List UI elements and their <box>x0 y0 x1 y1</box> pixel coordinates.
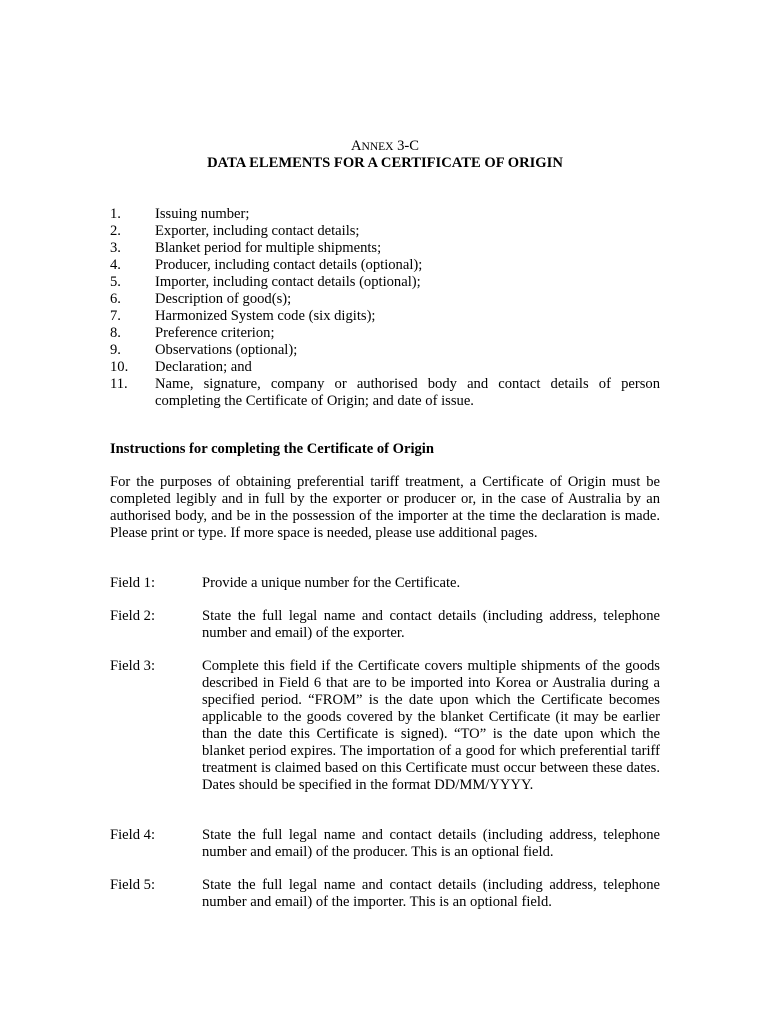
field-label: Field 2: <box>110 608 155 624</box>
list-item-number: 11. <box>110 376 128 392</box>
field-instruction <box>110 608 660 642</box>
list-item <box>110 240 660 257</box>
list-item-text: Observations (optional); <box>155 342 298 358</box>
page-title: DATA ELEMENTS FOR A CERTIFICATE OF ORIGIN <box>207 155 563 171</box>
list-item-number: 7. <box>110 308 121 324</box>
list-item-number: 9. <box>110 342 121 358</box>
field-text: State the full legal name and contact details (including address, telephone number and email) of the producer. This is an optional field. <box>202 827 660 860</box>
list-item-number: 1. <box>110 206 121 222</box>
list-item <box>110 206 660 223</box>
annex-number: 3-C <box>397 138 420 154</box>
list-item <box>110 359 660 376</box>
list-item-text: Harmonized System code (six digits); <box>155 308 376 324</box>
list-item-number: 5. <box>110 274 121 290</box>
annex-prefix-big: A <box>350 138 362 154</box>
list-item-text: Producer, including contact details (optional); <box>155 257 423 273</box>
field-text: Complete this field if the Certificate covers multiple shipments of the goods described in Field 6 that are to be imported into Korea or Australia during a specified period. “FROM” is the date upon which the Certificate becomes applicable to the goods covered by the blanket Certificate (it may be earlier than the date this Certificate is signed). “TO” is the date upon which the blanket period expires. The importation of a good for which preferential tariff treatment is claimed based on this Certificate must occur between these dates. Dates should be specified in the format DD/MM/YYYY. <box>202 658 660 793</box>
list-item <box>110 325 660 342</box>
list-item <box>110 223 660 240</box>
list-item-number: 8. <box>110 325 121 341</box>
field-label: Field 3: <box>110 658 155 674</box>
list-item <box>110 257 660 274</box>
list-item <box>110 274 660 291</box>
list-item-text: Description of good(s); <box>155 291 292 307</box>
list-item-text: Exporter, including contact details; <box>155 223 360 239</box>
list-item-number: 3. <box>110 240 121 256</box>
field-label: Field 1: <box>110 575 155 591</box>
field-instruction <box>110 658 660 794</box>
list-item <box>110 376 660 410</box>
list-item-text: Blanket period for multiple shipments; <box>155 240 382 256</box>
field-text: Provide a unique number for the Certificate. <box>202 575 461 591</box>
field-instruction <box>110 877 660 911</box>
list-item-number: 6. <box>110 291 121 307</box>
list-item-text: Name, signature, company or authorised body and contact details of person completing the Certificate of Origin; and date of issue. <box>155 376 660 409</box>
field-label: Field 4: <box>110 827 155 843</box>
field-text: State the full legal name and contact details (including address, telephone number and email) of the importer. This is an optional field. <box>202 877 660 910</box>
list-item-number: 2. <box>110 223 121 239</box>
list-item-text: Preference criterion; <box>155 325 275 341</box>
list-item <box>110 308 660 325</box>
instructions-heading: Instructions for completing the Certificate of Origin <box>110 441 434 457</box>
list-item-text: Declaration; and <box>155 359 252 375</box>
field-instruction <box>110 827 660 861</box>
list-item <box>110 342 660 359</box>
field-instruction <box>110 575 660 592</box>
data-elements-list <box>110 206 660 410</box>
field-text: State the full legal name and contact details (including address, telephone number and email) of the exporter. <box>202 608 660 641</box>
list-item-text: Issuing number; <box>155 206 250 222</box>
field-label: Field 5: <box>110 877 155 893</box>
list-item-text: Importer, including contact details (optional); <box>155 274 421 290</box>
annex-prefix-small: NNEX <box>361 141 394 153</box>
list-item <box>110 291 660 308</box>
annex-heading <box>0 138 770 156</box>
list-item-number: 4. <box>110 257 121 273</box>
intro-paragraph: For the purposes of obtaining preferential tariff treatment, a Certificate of Origin must be completed legibly and in full by the exporter or producer or, in the case of Australia by an authorised body, and be in the possession of the importer at the time the declaration is made. Please print or type. If more space is needed, please use additional pages. <box>110 474 660 541</box>
list-item-number: 10. <box>110 359 129 375</box>
